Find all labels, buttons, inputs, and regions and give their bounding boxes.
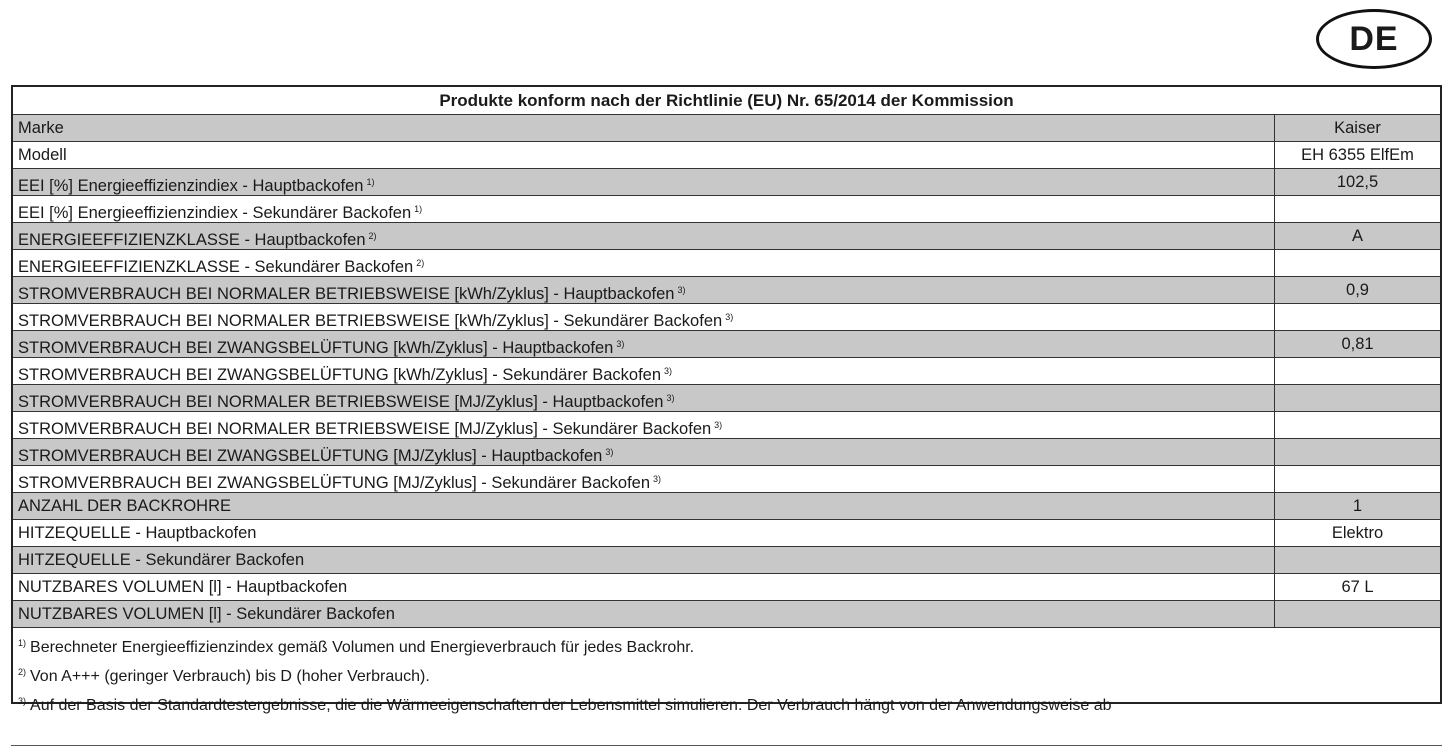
- table-row: [13, 223, 1440, 250]
- footnote-marker: 3): [616, 339, 625, 349]
- row-value: Elektro: [1331, 524, 1384, 542]
- row-label-text: STROMVERBRAUCH BEI NORMALER BETRIEBSWEISE [kWh/Zyklus] - Sekundärer Backofen: [18, 312, 723, 330]
- row-value: Kaiser: [1275, 115, 1440, 141]
- row-value: 1: [1275, 493, 1440, 519]
- row-label: [13, 520, 1275, 546]
- row-label-text: EEI [%] Energieeffizienzindiex - Sekundärer Backofen: [18, 204, 412, 222]
- table-row: [13, 466, 1440, 493]
- row-label-text: STROMVERBRAUCH BEI NORMALER BETRIEBSWEISE [MJ/Zyklus] - Sekundärer Backofen: [18, 420, 712, 438]
- table-row: [13, 574, 1440, 601]
- table-row: [13, 304, 1440, 331]
- row-value: [1275, 547, 1440, 573]
- row-label: [13, 331, 1275, 357]
- table-body: [13, 115, 1440, 628]
- row-label-text: HITZEQUELLE - Hauptbackofen: [18, 524, 257, 542]
- row-label: [13, 601, 1275, 627]
- footnote-marker: 3): [666, 393, 675, 403]
- footnote-text: Auf der Basis der Standardtestergebnisse, die die Wärmeeigenschaften der Lebensmittel simulieren. Der Verbrauch hängt von der Anwendungsweise ab: [30, 697, 1112, 714]
- footnote-marker: 3): [605, 447, 614, 457]
- row-label: [13, 439, 1275, 465]
- row-label-text: EEI [%] Energieeffizienzindiex - Hauptbackofen: [18, 177, 364, 195]
- language-badge: DE: [1316, 9, 1432, 69]
- row-label: [13, 493, 1275, 519]
- table-row: [13, 250, 1440, 277]
- footnote-marker: 3): [714, 420, 723, 430]
- row-label: [13, 304, 1275, 330]
- footnote-marker: 3): [18, 696, 27, 706]
- table-row: [13, 169, 1440, 196]
- row-label-text: HITZEQUELLE - Sekundärer Backofen: [18, 551, 305, 569]
- footnote-marker: 2): [368, 231, 377, 241]
- table-row: [13, 142, 1440, 169]
- row-label: [13, 277, 1275, 303]
- footnote-marker: 3): [653, 474, 662, 484]
- table-row: [13, 385, 1440, 412]
- row-value: [1275, 439, 1440, 465]
- footnote-marker: 2): [416, 258, 425, 268]
- row-value: 0,9: [1275, 277, 1440, 303]
- row-label-text: STROMVERBRAUCH BEI NORMALER BETRIEBSWEISE [MJ/Zyklus] - Hauptbackofen: [18, 393, 664, 411]
- footnote-marker: 3): [725, 312, 734, 322]
- row-value: A: [1275, 223, 1440, 249]
- table-row: [13, 331, 1440, 358]
- row-value: [1275, 250, 1440, 276]
- page-divider: [11, 745, 1442, 746]
- row-label-text: STROMVERBRAUCH BEI NORMALER BETRIEBSWEISE [kWh/Zyklus] - Hauptbackofen: [18, 285, 675, 303]
- table-row: [13, 601, 1440, 628]
- row-label-text: STROMVERBRAUCH BEI ZWANGSBELÜFTUNG [MJ/Zyklus] - Hauptbackofen: [18, 447, 603, 465]
- row-value: [1275, 412, 1440, 438]
- row-label-text: STROMVERBRAUCH BEI ZWANGSBELÜFTUNG [kWh/Zyklus] - Sekundärer Backofen: [18, 366, 662, 384]
- row-label: [13, 547, 1275, 573]
- footnotes: [13, 628, 1440, 718]
- row-value: [1275, 358, 1440, 384]
- row-value: 67 L: [1341, 578, 1374, 596]
- footnote: [18, 660, 1440, 689]
- footnote: [18, 689, 1440, 718]
- row-value: [1275, 304, 1440, 330]
- table-row: [13, 358, 1440, 385]
- table-row: [13, 277, 1440, 304]
- footnote-marker: 2): [18, 667, 27, 677]
- row-label-text: Modell: [18, 146, 67, 164]
- footnote-text: Von A+++ (geringer Verbrauch) bis D (hoher Verbrauch).: [30, 668, 430, 685]
- row-label: [13, 250, 1275, 276]
- footnote-marker: 3): [677, 285, 686, 295]
- row-label-text: STROMVERBRAUCH BEI ZWANGSBELÜFTUNG [kWh/Zyklus] - Hauptbackofen: [18, 339, 614, 357]
- row-label: [13, 412, 1275, 438]
- table-row: [13, 547, 1440, 574]
- row-label: [13, 142, 1275, 168]
- row-label: [13, 385, 1275, 411]
- row-label-text: NUTZBARES VOLUMEN [l] - Sekundärer Backofen: [18, 605, 395, 623]
- footnote-text: Berechneter Energieeffizienzindex gemäß Volumen und Energieverbrauch für jedes Backrohr.: [30, 639, 695, 656]
- footnote-marker: 1): [366, 177, 375, 187]
- table-row: [13, 493, 1440, 520]
- row-label: [13, 115, 1275, 141]
- row-label: [13, 574, 1275, 600]
- footnote: [18, 631, 1440, 660]
- row-value: [1275, 196, 1440, 222]
- table-row: [13, 439, 1440, 466]
- row-value: [1275, 385, 1440, 411]
- row-label: [13, 196, 1275, 222]
- table-row: [13, 196, 1440, 223]
- row-value: 0,81: [1275, 331, 1440, 357]
- row-value: [1275, 601, 1440, 627]
- row-label-text: NUTZBARES VOLUMEN [l] - Hauptbackofen: [18, 578, 348, 596]
- row-value: [1275, 466, 1440, 492]
- row-label: [13, 169, 1275, 195]
- row-value: 102,5: [1275, 169, 1440, 195]
- table-row: [13, 115, 1440, 142]
- row-value: EH 6355 ElfEm: [1301, 146, 1414, 164]
- row-label: [13, 358, 1275, 384]
- table-heading: Produkte konform nach der Richtlinie (EU) Nr. 65/2014 der Kommission: [13, 87, 1440, 115]
- product-data-table: [11, 85, 1442, 714]
- row-label-text: ANZAHL DER BACKROHRE: [18, 497, 232, 515]
- row-label: [13, 466, 1275, 492]
- footnote-marker: 3): [664, 366, 673, 376]
- row-label-text: STROMVERBRAUCH BEI ZWANGSBELÜFTUNG [MJ/Zyklus] - Sekundärer Backofen: [18, 474, 651, 492]
- footnote-marker: 1): [18, 638, 27, 648]
- table-row: [13, 412, 1440, 439]
- table-row: [13, 520, 1440, 547]
- footnote-marker: 1): [414, 204, 423, 214]
- row-label-text: ENERGIEEFFIZIENZKLASSE - Sekundärer Backofen: [18, 258, 414, 276]
- row-label-text: ENERGIEEFFIZIENZKLASSE - Hauptbackofen: [18, 231, 366, 249]
- row-label-text: Marke: [18, 119, 64, 137]
- row-label: [13, 223, 1275, 249]
